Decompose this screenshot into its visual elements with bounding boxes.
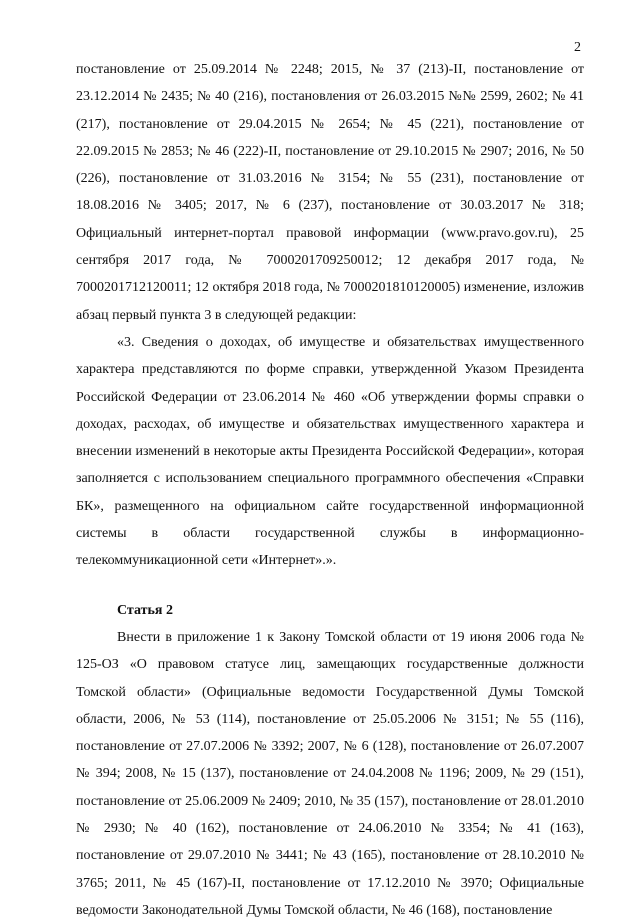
section-gap bbox=[76, 575, 584, 585]
document-body bbox=[76, 56, 584, 924]
page-number: 2 bbox=[574, 40, 581, 55]
paragraph-article-2: Внести в приложение 1 к Закону Томской области от 19 июня 2006 года № 125-ОЗ «О правовом статусе лиц, замещающих государственные должности Томской области» (Официальные ведомости Государственной Думы Томской области, 2006, № 53 (114), постановление от 25.05.2006 № 3151; № 55 (116), постановление от 27.07.2006 № 3392; 2007, № 6 (128), постановление от 26.07.2007 № 394; 2008, № 15 (137), постановление от 24.04.2008 № 1196; 2009, № 29 (151), постановление от 25.06.2009 № 2409; 2010, № 35 (157), постановление от 28.01.2010 № 2930; № 40 (162), постановление от 24.06.2010 № 3354; № 41 (163), постановление от 29.07.2010 № 3441; № 43 (165), постановление от 28.10.2010 № 3765; 2011, № 45 (167)-II, постановление от 17.12.2010 № 3970; Официальные ведомости Законодательной Думы Томской области, № 46 (168), постановление bbox=[76, 629, 584, 918]
paragraph-amendment-sources: постановление от 25.09.2014 № 2248; 2015, № 37 (213)-II, постановление от 23.12.2014 № 2435; № 40 (216), постановления от 26.03.2015 №№ 2599, 2602; № 41 (217), постановление от 29.04.2015 № 2654; № 45 (221), постановление от 22.09.2015 № 2853; № 46 (222)-II, постановление от 29.10.2015 № 2907; 2016, № 50 (226), постановление от 31.03.2016 № 3154; № 55 (231), постановление от 18.08.2016 № 3405; 2017, № 6 (237), постановление от 30.03.2017 № 318; Официальный интернет-портал правовой информации (www.pravo.gov.ru), 25 сентября 2017 года, № 7000201709250012; 12 декабря 2017 года, № 7000201712120011; 12 октября 2018 года, № 7000201810120005) изменение, изложив абзац первый пункта 3 в следующей редакции: bbox=[76, 62, 584, 323]
article-heading: Статья 2 bbox=[117, 602, 173, 618]
paragraph-quoted-clause: «3. Сведения о доходах, об имуществе и обязательствах имущественного характера представляются по форме справки, утвержденной Указом Президента Российской Федерации от 23.06.2014 № 460 «Об утверждении формы справки о доходах, расходах, об имуществе и обязательствах имущественного характера и внесении изменений в некоторые акты Президента Российской Федерации», которая заполняется с использованием специального программного обеспечения «Справки БК», размещенного на официальном сайте государственной информационной системы в области государственной службы в информационно-телекоммуникационной сети «Интернет».». bbox=[76, 334, 584, 569]
